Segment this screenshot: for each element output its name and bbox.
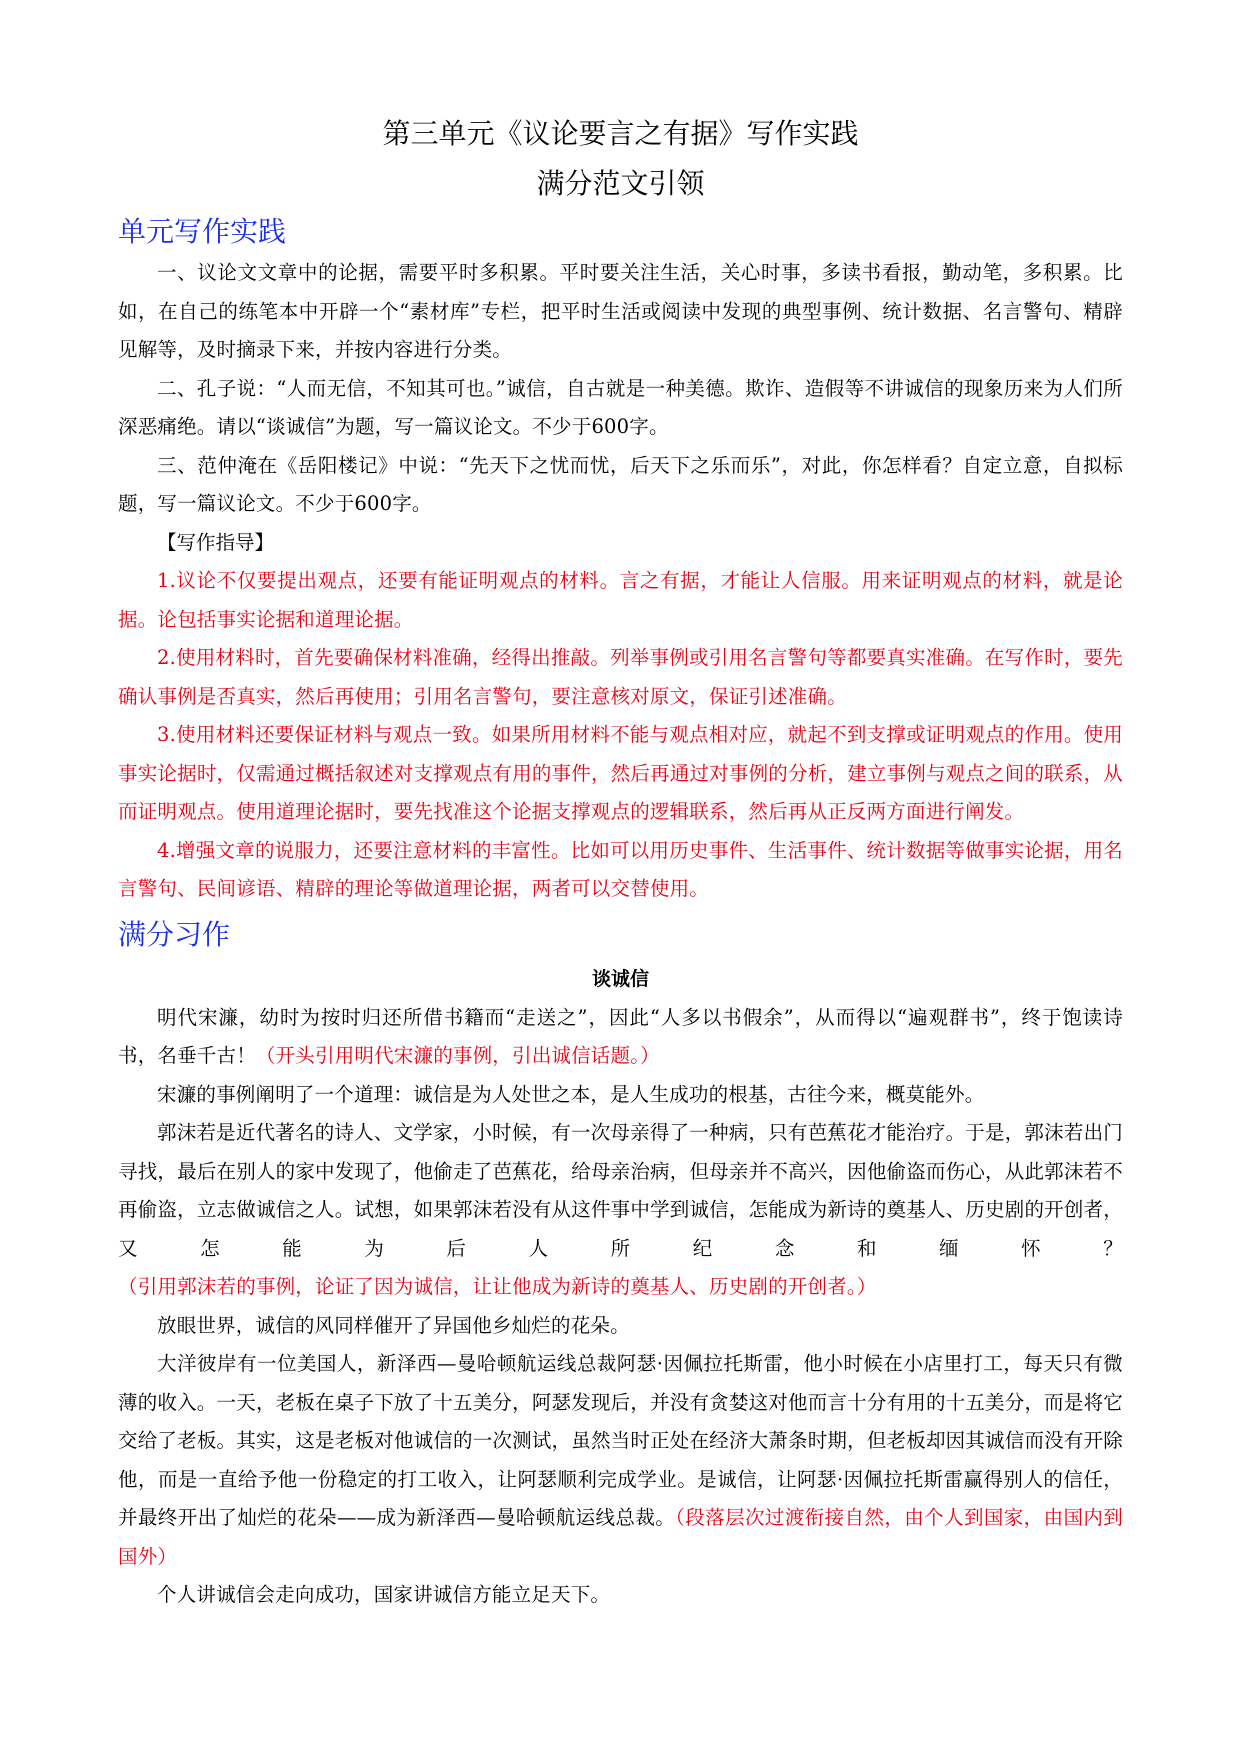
essay-paragraph [118, 1345, 1123, 1576]
essay-text: 大洋彼岸有一位美国人，新泽西—曼哈顿航运线总裁阿瑟·因佩拉托斯雷，他小时候在小店里打工，每天只有微薄的收入。一天，老板在桌子下放了十五美分，阿瑟发现后，并没有贪婪这对他而言十分有用的十五美分，而是将它交给了老板。其实，这是老板对他诚信的一次测试，虽然当时正处在经济大萧条时期，但老板却因其诚信而没有开除他，而是一直给予他一份稳定的打工收入，让阿瑟顺利完成学业。是诚信，让阿瑟·因佩拉托斯雷赢得别人的信任，并最终开出了灿烂的花朵——成为新泽西—曼哈顿航运线总裁。 [118, 1352, 1123, 1529]
section-heading-unit-practice: 单元写作实践 [118, 215, 287, 248]
prompt-paragraph: 二、孔子说：“人而无信，不知其可也。”诚信，自古就是一种美德。欺诈、造假等不讲诚信的现象历来为人们所深恶痛绝。请以“谈诚信”为题，写一篇议论文。不少于600字。 [118, 376, 1123, 438]
essay-text: 宋濂的事例阐明了一个道理：诚信是为人处世之本，是人生成功的根基，古往今来，概莫能外。 [157, 1082, 985, 1106]
essay-title: 谈诚信 [591, 967, 649, 990]
guide-point: 3.使用材料还要保证材料与观点一致。如果所用材料不能与观点相对应，就起不到支撑或证明观点的作用。使用事实论据时，仅需通过概括叙述对支撑观点有用的事件，然后再通过对事例的分析，建立事例与观点之间的联系，从而证明观点。使用道理论据时，要先找准这个论据支撑观点的逻辑联系，然后再从正反两方面进行阐发。 [118, 723, 1123, 823]
essay-paragraph [118, 1307, 1123, 1346]
essay-text: 个人讲诚信会走向成功，国家讲诚信方能立足天下。 [157, 1583, 611, 1606]
essay-paragraph [118, 1076, 1123, 1115]
essay-paragraph [118, 1576, 1123, 1615]
prompt-paragraph: 三、范仲淹在《岳阳楼记》中说：“先天下之忧而忧，后天下之乐而乐”，对此，你怎样看？自定立意，自拟标题，写一篇议论文。不少于600字。 [118, 453, 1123, 515]
section-heading-model-essay: 满分习作 [118, 917, 231, 951]
essay-annotation: （开头引用明代宋濂的事例，引出诚信话题。） [255, 1044, 660, 1067]
essay-paragraph [118, 999, 1123, 1076]
page-title: 第三单元《议论要言之有据》写作实践 [382, 117, 859, 150]
essay-text: 明代宋濂，幼时为按时归还所借书籍而“走送之”，因此“人多以书假余”，从而得以“遍观群书”，终于饱读诗书，名垂千古！ [118, 1005, 1123, 1067]
guide-point: 1.议论不仅要提出观点，还要有能证明观点的材料。言之有据，才能让人信服。用来证明观点的材料，就是论据。论包括事实论据和道理论据。 [118, 569, 1123, 631]
essay-annotation: （段落层次过渡衔接自然，由个人到国家，由国内到国外） [118, 1506, 1123, 1568]
guide-point: 2.使用材料时，首先要确保材料准确，经得出推敲。列举事例或引用名言警句等都要真实准确。在写作时，要先确认事例是否真实，然后再使用；引用名言警句，要注意核对原文，保证引述准确。 [118, 646, 1123, 708]
essay-text: 放眼世界，诚信的风同样催开了异国他乡灿烂的花朵。 [157, 1313, 630, 1337]
prompt-paragraph: 一、议论文文章中的论据，需要平时多积累。平时要关注生活，关心时事，多读书看报，勤动笔，多积累。比如，在自己的练笔本中开辟一个“素材库”专栏，把平时生活或阅读中发现的典型事例、统计数据、名言警句、精辟见解等，及时摘录下来，并按内容进行分类。 [118, 261, 1123, 361]
page-subtitle: 满分范文引领 [536, 167, 705, 200]
essay-text: 郭沫若是近代著名的诗人、文学家，小时候，有一次母亲得了一种病，只有芭蕉花才能治疗。于是，郭沫若出门寻找，最后在别人的家中发现了，他偷走了芭蕉花，给母亲治病，但母亲并不高兴，因他偷盗而伤心，从此郭沫若不再偷盗，立志做诚信之人。试想，如果郭沫若没有从这件事中学到诚信，怎能成为新诗的奠基人、历史剧的开创者，又怎能为后人所纪念和缅怀？ [118, 1121, 1123, 1260]
document-page [118, 112, 1123, 1615]
guide-point: 4.增强文章的说服力，还要注意材料的丰富性。比如可以用历史事件、生活事件、统计数据等做事实论据，用名言警句、民间谚语、精辟的理论等做道理论据，两者可以交替使用。 [118, 838, 1123, 900]
essay-annotation: （引用郭沫若的事例，论证了因为诚信，让让他成为新诗的奠基人、历史剧的开创者。） [118, 1275, 877, 1298]
essay-paragraph [118, 1114, 1123, 1307]
writing-guide-label: 【写作指导】 [157, 530, 275, 554]
